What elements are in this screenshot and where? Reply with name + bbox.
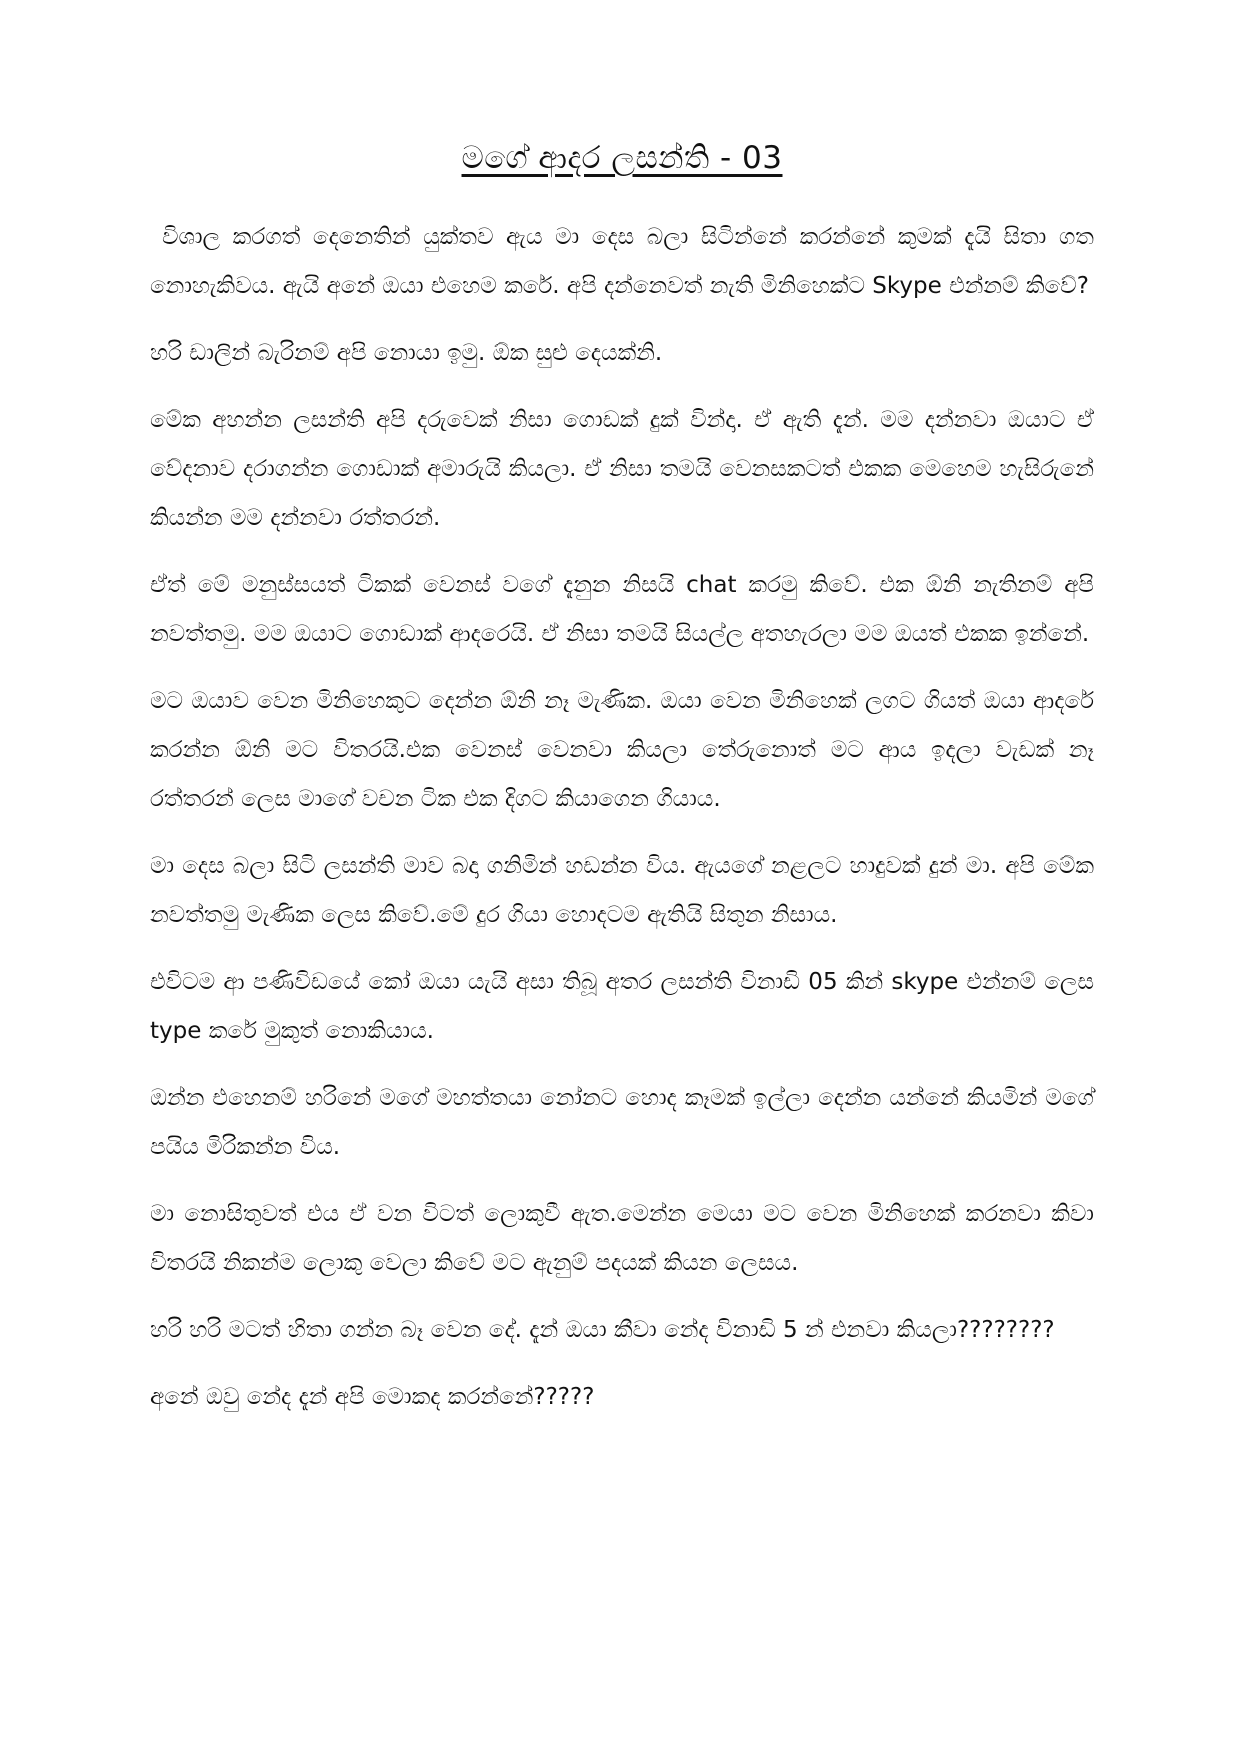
paragraph-9: මා නොසිතුවත් එය ඒ වන විටත් ලොකුවී ඇත.මෙන්න මෙයා මට වෙන මිනිහෙක් කරනවා කිවා විතරයි නිකන්ම ලොකු වෙලා කිවේ මට ඇනුම් පදයක් කියන ලෙසය. <box>150 1201 1094 1276</box>
paragraph-8: ඔන්න එහෙනම් හරිනේ මගේ මහත්තයා නෝනට හොද කෑමක් ඉල්ලා දෙන්න යන්නේ කියමින් මගේ පයිය මිරිකන්න විය. <box>150 1085 1094 1160</box>
paragraph-7: එවිටම ආ පණිවිඩයේ කෝ ඔයා යැයි අසා තිබූ අතර ලසන්ති විනාඩි 05 කින් skype එන්නම් ලෙස type කරේ මුකුත් නොකියාය. <box>150 969 1094 1044</box>
paragraph-5: මට ඔයාව වෙන මිනිහෙකුට දෙන්න ඕනි නෑ මැණික. ඔයා වෙන මිනිහෙක් ලගට ගියත් ඔයා ආදරේ කරන්න ඕනි මට විතරයි.එක වෙනස් වෙනවා කියලා තේරුනොත් මට ආය ඉදලා වැඩක් නෑ රත්තරන් ලෙස මාගේ වචන ටික එක දිගට කියාගෙන ගියාය. <box>150 688 1094 812</box>
paragraph-1: විශාල කරගත් දෙනෙතින් යුක්තව ඇය මා දෙස බලා සිටින්නේ කරන්නේ කුමක් දැයි සිතා ගත නොහැකිවය. ඇයි අනේ ඔයා එහෙම කරේ. අපි දන්නෙවත් නැති මිනිහෙක්ට Skype එන්නම් කිවේ? <box>150 224 1094 299</box>
paragraph-10: හරි හරි මටත් හිතා ගන්න බෑ වෙන දේ. දැන් ඔයා කීවා නේද විනාඩි 5 න් එනවා කියලා???????? <box>150 1317 1055 1343</box>
paragraph-2: හරි ඩාලින් බැරිනම් අපි නොයා ඉමු. ඕක සුළු දෙයක්නි. <box>150 340 663 366</box>
paragraph-4: ඒත් මේ මනුස්සයත් ටිකක් වෙනස් වගේ දැනුන නිසයි chat කරමු කිවේ. එක ඕනි නැතිනම් අපි නවත්තමු. මම ඔයාට ගොඩාක් ආදරෙයි. ඒ නිසා තමයි සියල්ල අතහැරලා මම ඔයත් එකක ඉන්නේ. <box>150 572 1094 647</box>
paragraph-6: මා දෙස බලා සිටි ලසන්ති මාව බදා ගනිමින් හඩන්න විය. ඇයගේ නළලට හාදුවක් දුන් මා. අපි මේක නවත්තමු මැණික ලෙස කිවේ.මේ දුර ගියා හොදටම ඇතියි සිතුන නිසාය. <box>150 853 1094 928</box>
paragraph-3: මේක අහන්න ලසන්ති අපි දරුවෙක් නිසා ගොඩක් දුක් වින්දා. ඒ ඇති දැන්. මම දන්නවා ඔයාට ඒ වේදනාව දරාගන්න ගොඩාක් අමාරුයි කියලා. ඒ නිසා තමයි වෙනසකටත් එකක මෙහෙම හැසිරුනේ කියන්න මම දන්නවා රත්තරන්. <box>150 407 1094 531</box>
paragraph-11: අනේ ඔවු නේද දැන් අපි මොකද කරන්නේ????? <box>150 1384 595 1410</box>
document-page <box>150 140 1094 1440</box>
document-title: මගේ ආදර ලසන්ති - 03 <box>461 140 783 176</box>
